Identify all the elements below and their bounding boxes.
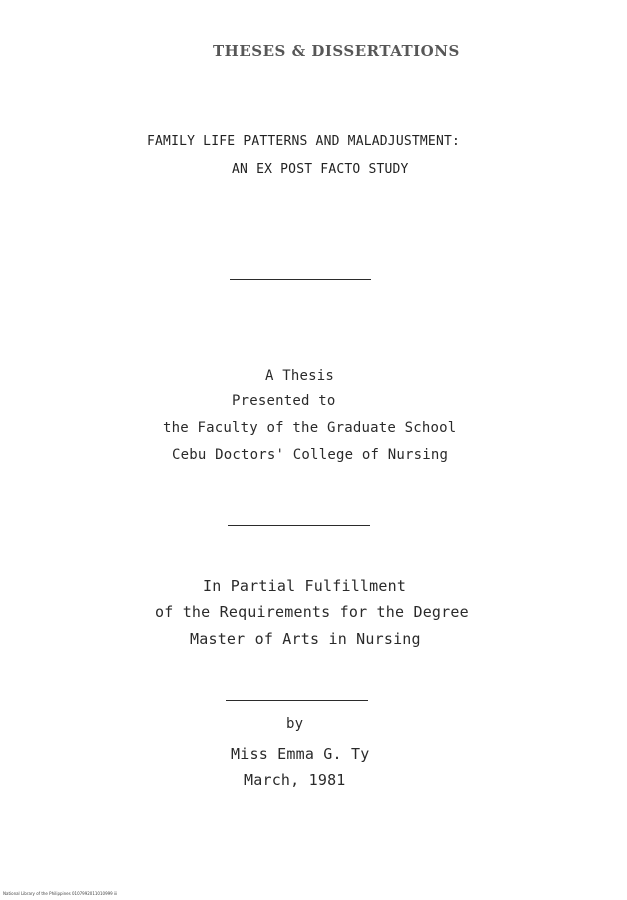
divider-rule [230, 279, 371, 280]
author-name: Miss Emma G. Ty [231, 745, 370, 763]
degree-text: Master of Arts in Nursing [190, 630, 421, 648]
thesis-label: A Thesis [265, 368, 335, 384]
collection-stamp: THESES & DISSERTATIONS [213, 42, 460, 60]
by-label: by [286, 716, 304, 732]
scan-footer: National Library of the Philippines 0107992011010999 iii [3, 891, 118, 896]
submission-date: March, 1981 [244, 771, 346, 789]
presented-to-text: Presented to [232, 393, 336, 409]
divider-rule [226, 700, 368, 701]
fulfillment-line-2: of the Requirements for the Degree [155, 603, 469, 621]
faculty-text: the Faculty of the Graduate School [163, 420, 457, 436]
college-text: Cebu Doctors' College of Nursing [172, 447, 449, 463]
divider-rule [228, 525, 370, 526]
thesis-title-line-2: AN EX POST FACTO STUDY [232, 162, 409, 177]
fulfillment-line-1: In Partial Fulfillment [203, 577, 407, 595]
thesis-title-line-1: FAMILY LIFE PATTERNS AND MALADJUSTMENT: [147, 134, 461, 149]
